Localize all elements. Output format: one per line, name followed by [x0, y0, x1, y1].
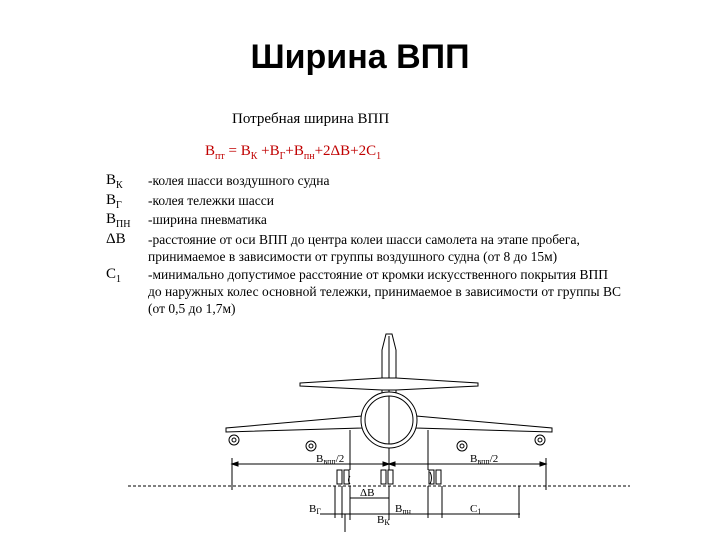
symbol-letter: ΔВ [106, 231, 126, 247]
formula-one: 1 [376, 151, 382, 162]
right-outer-engine [535, 435, 545, 445]
definition-line: (от 0,5 до 1,7м) [148, 301, 236, 316]
label-bpn: Впн [395, 503, 411, 516]
symbol-sub: Г [116, 200, 122, 211]
symbol-sub: ПН [116, 219, 131, 230]
right-outer-engine-core [538, 438, 542, 442]
symbol-letter: В [106, 192, 117, 208]
formula-b: В [205, 143, 216, 159]
right-inner-engine-core [460, 444, 464, 448]
definition-line: -колея шасси воздушного судна [148, 173, 330, 188]
label-c1: С1 [470, 503, 482, 516]
formula-g-sub: Г [279, 151, 286, 162]
symbol-letter: С [106, 266, 117, 282]
left-outer-engine-core [232, 438, 236, 442]
label-delta-b: ΔВ [360, 487, 375, 499]
symbol-letter: В [106, 211, 117, 227]
bracket-right [430, 472, 432, 484]
formula-plus2: +В [285, 143, 304, 159]
formula-plus1: +В [257, 143, 280, 159]
definition-line: до наружных колес основной тележки, принимаемое в зависимости от группы ВС [148, 284, 621, 299]
definition-line: -ширина пневматика [148, 212, 267, 227]
formula-rest: +2ΔВ+2С [314, 143, 377, 159]
symbol-sub: 1 [116, 274, 122, 285]
formula-eq: = В [224, 143, 251, 159]
symbol-letter: В [106, 172, 117, 188]
formula-pn-sub: пн [303, 151, 315, 162]
right-inner-engine [457, 441, 467, 451]
right-wheel-outer [436, 470, 441, 484]
label-bvpp-left: Ввпп/2 [316, 453, 345, 466]
slide-title: Ширина ВПП [250, 38, 470, 76]
definition-line: принимаемое в зависимости от группы воздушного судна (от 8 до 15м) [148, 249, 558, 264]
definition-line: -расстояние от оси ВПП до центра колеи шасси самолета на этапе пробега, [148, 232, 580, 247]
arrow [232, 462, 238, 466]
arrow [389, 462, 395, 466]
nose-wheel-right [388, 470, 393, 484]
left-outer-engine [229, 435, 239, 445]
horizontal-stabilizer [300, 378, 478, 390]
left-wheel-outer [337, 470, 342, 484]
right-wing [416, 416, 552, 432]
nose-wheel-left [381, 470, 386, 484]
left-inner-engine-core [309, 444, 313, 448]
left-wheel-inner [344, 470, 349, 484]
label-bk: ВК [377, 514, 390, 527]
subtitle: Потребная ширина ВПП [232, 111, 390, 127]
formula-lhs-sub: пт [215, 151, 225, 162]
arrow [540, 462, 546, 466]
label-bvpp-right: Ввпп/2 [470, 453, 499, 466]
left-wing [226, 416, 362, 432]
formula-k-sub: К [250, 151, 258, 162]
definition-line: -минимально допустимое расстояние от кромки искусственного покрытия ВПП [148, 267, 608, 282]
label-bg: ВГ [309, 503, 321, 516]
left-inner-engine [306, 441, 316, 451]
symbol-sub: К [116, 180, 123, 191]
definition-line: -колея тележки шасси [148, 193, 274, 208]
